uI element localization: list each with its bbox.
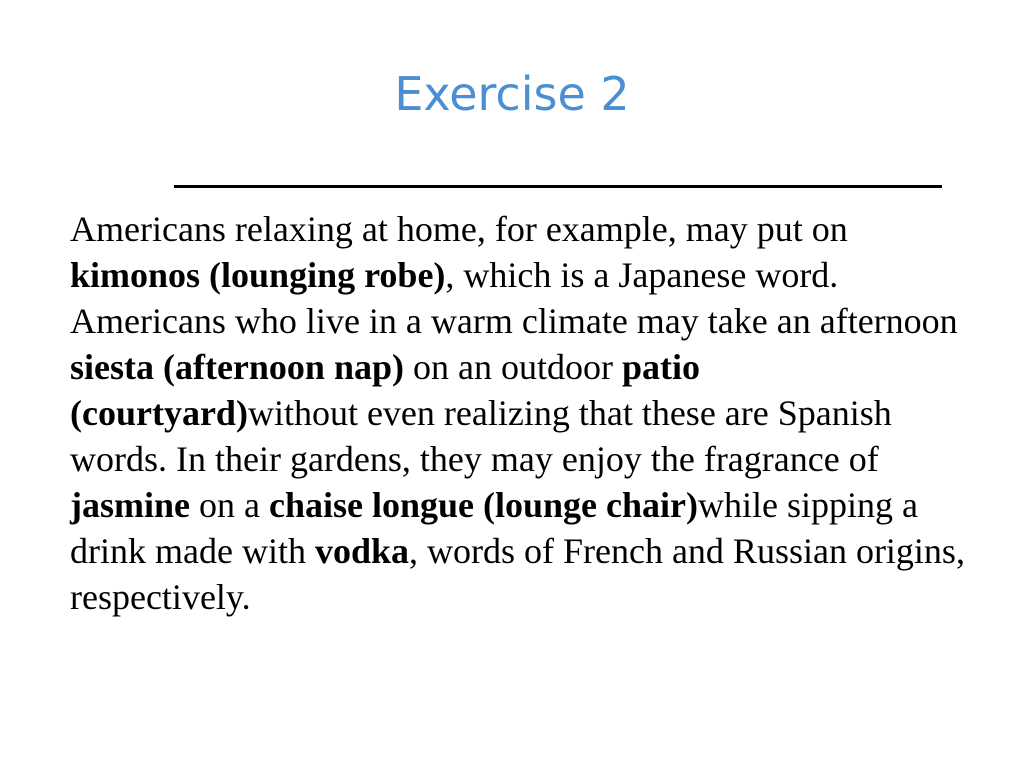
text-segment: on a [190, 485, 269, 525]
text-segment: Americans relaxing at home, for example, may put on [70, 209, 848, 249]
vocab-term: chaise longue (lounge chair) [268, 485, 698, 525]
vocab-term: patio (courtyard) [70, 347, 700, 433]
body-paragraph [70, 206, 970, 620]
vocab-term: kimonos (lounging robe) [70, 255, 446, 295]
vocab-term: siesta (afternoon nap) [70, 347, 404, 387]
vocab-term: vodka [314, 531, 409, 571]
vocab-term: jasmine [70, 485, 190, 525]
text-segment: on an outdoor [403, 347, 622, 387]
text-segment: without even realizing that these are Spanish words. In their gardens, they may enjoy the fragrance of [70, 393, 892, 479]
text-segment: while sipping a drink made with [70, 485, 918, 571]
text-segment: , words of French and Russian origins, respectively. [70, 531, 965, 617]
slide-title: Exercise 2 [394, 67, 630, 121]
blank-answer-line [174, 185, 942, 188]
text-segment: , which is a Japanese word. Americans who live in a warm climate may take an afternoon [70, 255, 958, 341]
